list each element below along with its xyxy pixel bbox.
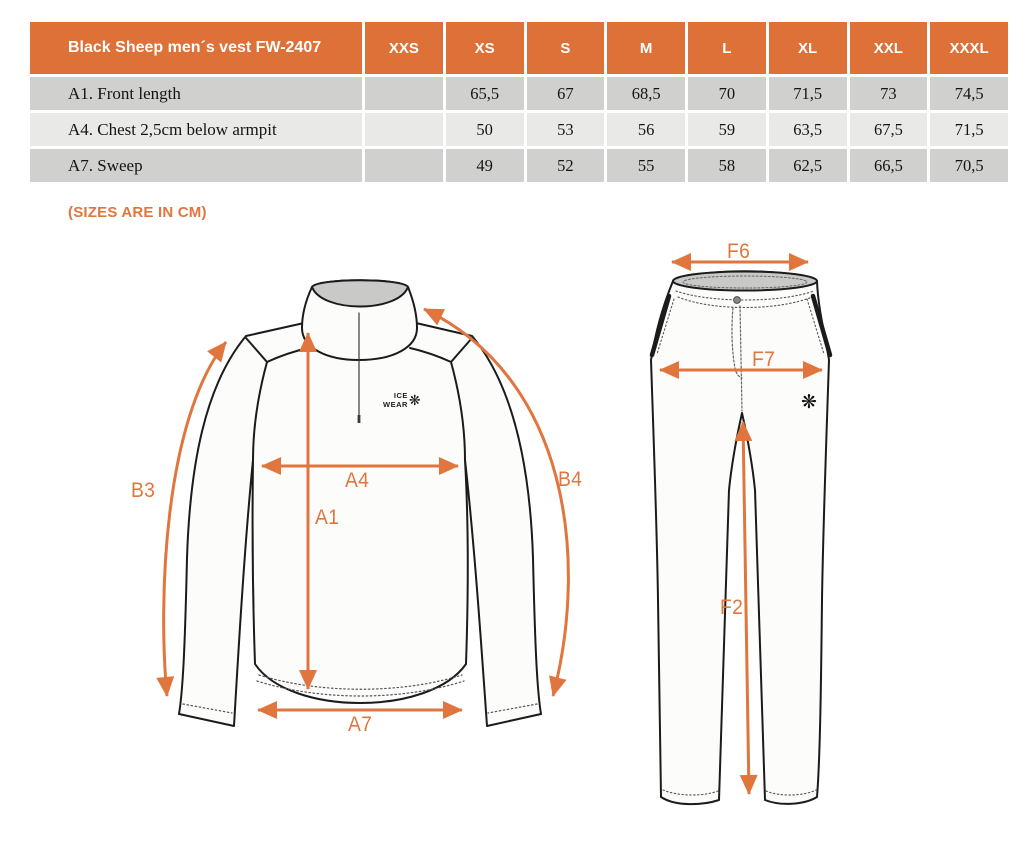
measure-label-b4: B4 [558, 468, 583, 491]
measurement-value: 58 [688, 149, 766, 182]
measurement-value: 55 [607, 149, 685, 182]
measurement-value: 63,5 [769, 113, 847, 146]
measurement-value: 70 [688, 77, 766, 110]
size-column-header: XS [446, 22, 524, 74]
size-column-header: M [607, 22, 685, 74]
measurement-value: 66,5 [850, 149, 928, 182]
measure-label-b3: B3 [131, 479, 156, 502]
measure-label-a1: A1 [315, 506, 340, 529]
measure-label-f6: F6 [727, 240, 751, 263]
measurement-value: 50 [446, 113, 524, 146]
measurement-row-label: A7. Sweep [30, 149, 362, 182]
brand-logo [383, 392, 421, 409]
size-column-header: XXS [365, 22, 443, 74]
measurement-value: 71,5 [930, 113, 1008, 146]
brand-logo-line1: ICE [393, 391, 408, 400]
pants-button [734, 297, 741, 304]
size-column-header: L [688, 22, 766, 74]
measurement-value: 73 [850, 77, 928, 110]
measure-arrow-f2 [743, 422, 749, 794]
measurement-value: 56 [607, 113, 685, 146]
measure-label-f7: F7 [752, 348, 776, 371]
size-column-header: XXXL [930, 22, 1008, 74]
table-title: Black Sheep men´s vest FW-2407 [30, 22, 362, 74]
measurement-value: 67,5 [850, 113, 928, 146]
measure-label-a7: A7 [348, 713, 373, 736]
size-column-header: XL [769, 22, 847, 74]
pants-drawing [651, 271, 830, 804]
snowflake-icon: ❋ [408, 392, 421, 409]
measurement-value: 59 [688, 113, 766, 146]
measurement-value: 62,5 [769, 149, 847, 182]
size-column-header: S [527, 22, 605, 74]
zipper-pull [358, 415, 361, 423]
measure-label-a4: A4 [345, 469, 370, 492]
measurement-row-label: A4. Chest 2,5cm below armpit [30, 113, 362, 146]
measurement-value: 71,5 [769, 77, 847, 110]
size-column-header: XXL [850, 22, 928, 74]
measure-label-f2: F2 [720, 596, 744, 619]
sizes-note: (SIZES ARE IN CM) [68, 204, 207, 221]
pants-snowflake-icon: ❋ [801, 392, 817, 413]
measurement-value: 52 [527, 149, 605, 182]
measurement-value: 68,5 [607, 77, 685, 110]
measurement-value: 74,5 [930, 77, 1008, 110]
pants-outline [651, 271, 829, 804]
measurement-value: 70,5 [930, 149, 1008, 182]
measurement-value: 67 [527, 77, 605, 110]
measurement-row-label: A1. Front length [30, 77, 362, 110]
measurement-value: 53 [527, 113, 605, 146]
pants-waist-opening [673, 272, 817, 291]
brand-logo-line2: WEAR [383, 399, 408, 409]
shirt-drawing [179, 280, 541, 726]
measurement-value: 65,5 [446, 77, 524, 110]
measurement-value: 49 [446, 149, 524, 182]
